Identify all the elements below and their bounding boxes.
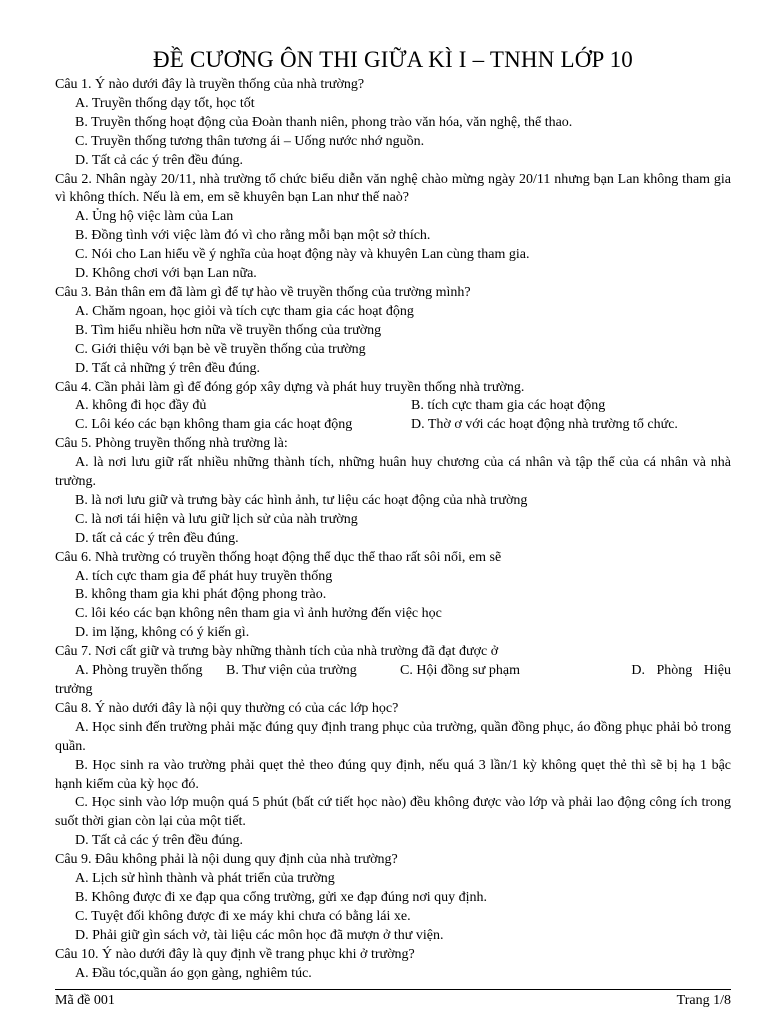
question-text: Câu 1. Ý nào dưới đây là truyền thống của nhà trường?	[55, 77, 365, 92]
question-text: Câu 4. Cần phải làm gì để đóng góp xây dựng và phát huy truyền thống nhà trường.	[55, 379, 525, 395]
question-text: Câu 9. Đâu không phải là nội dung quy định của nhà trường?	[55, 852, 398, 868]
option-a: A. Ủng hộ việc làm của Lan	[75, 209, 234, 225]
option-d: D. Phòng Hiệu	[631, 663, 731, 679]
option-c: C. lôi kéo các bạn không nên tham gia vì ảnh hưởng đến việc học	[75, 606, 442, 622]
option-d: D. tất cả các ý trên đều đúng.	[75, 530, 239, 546]
option-a: A. Lịch sử hình thành và phát triển của trường	[75, 871, 335, 887]
option-b: B. Tìm hiểu nhiều hơn nữa về truyền thống của trường	[75, 322, 382, 338]
option-c: C. Tuyệt đối không được đi xe máy khi chưa có bằng lái xe.	[75, 908, 411, 924]
option-c: C. Truyền thống tương thân tương ái – Uống nước nhớ nguồn.	[75, 133, 425, 149]
question-2	[55, 171, 731, 284]
option-c: C. Hội đồng sư phạm	[400, 663, 520, 679]
option-a: A. Chăm ngoan, học giỏi và tích cực tham gia các hoạt động	[75, 303, 414, 319]
question-6	[55, 549, 731, 644]
option-a: A. Phòng truyền thống	[75, 663, 203, 679]
question-text: Câu 2. Nhân ngày 20/11, nhà trường tổ chức biểu diễn văn nghệ chào mừng ngày 20/11 nhưng bạn Lan không tham gia vì không thích. Nếu là em, em sẽ khuyên bạn Lan như thế naò?	[55, 171, 731, 206]
option-b: B. Học sinh ra vào trường phải quẹt thẻ theo đúng quy định, nếu quá 3 lần/1 kỳ không quẹt thẻ thì sẽ bị hạ 1 bậc hạnh kiểm của kỳ học đó.	[55, 757, 731, 792]
option-b: B. Đồng tình với việc làm đó vì cho rằng mỗi bạn một sở thích.	[75, 228, 431, 244]
document-page	[55, 0, 731, 984]
question-9	[55, 851, 731, 946]
option-d: D. Thờ ơ với các hoạt động nhà trường tổ chức.	[411, 417, 678, 433]
question-text: Câu 8. Ý nào dưới đây là nội quy thường có của các lớp học?	[55, 700, 399, 716]
option-d: D. Tất cả các ý trên đều đúng.	[75, 152, 244, 168]
option-b: B. không tham gia khi phát động phong trào.	[75, 587, 327, 603]
question-text: Câu 5. Phòng truyền thống nhà trường là:	[55, 436, 288, 452]
option-d-continuation: trưởng	[55, 682, 93, 697]
option-c: C. là nơi tái hiện và lưu giữ lịch sử của nàh trường	[75, 511, 358, 527]
question-text: Câu 10. Ý nào dưới đây là quy định về trang phục khi ở trường?	[55, 946, 415, 962]
option-a: A. Truyền thống dạy tốt, học tốt	[75, 95, 255, 111]
question-text: Câu 3. Bản thân em đã làm gì để tự hào về truyền thống của trường mình?	[55, 284, 471, 300]
option-row	[55, 416, 731, 435]
option-a: A. Học sinh đến trường phải mặc đúng quy định trang phục của trường, quần đồng phục, áo đồng phục phải bỏ trong quần.	[55, 719, 731, 754]
option-d: D. Phải giữ gìn sách vở, tài liệu các môn học đã mượn ở thư viện.	[75, 927, 444, 943]
question-10	[55, 946, 731, 984]
option-a: A. không đi học đầy đủ	[75, 398, 207, 414]
option-c: C. Lôi kéo các bạn không tham gia các hoạt động	[75, 417, 353, 433]
question-text: Câu 7. Nơi cất giữ và trưng bày những thành tích của nhà trường đã đạt được ở	[55, 644, 499, 660]
question-7	[55, 643, 731, 700]
option-c: C. Giới thiệu với bạn bè về truyền thống của trường	[75, 341, 366, 357]
option-a: A. Đầu tóc,quần áo gọn gàng, nghiêm túc.	[75, 965, 312, 981]
option-row	[55, 397, 731, 416]
option-b: B. Truyền thống hoạt động của Đoàn thanh niên, phong trào văn hóa, văn nghệ, thể thao.	[75, 114, 573, 130]
option-b: B. Không được đi xe đạp qua cổng trường, gửi xe đạp đúng nơi quy định.	[75, 889, 488, 905]
option-a: A. là nơi lưu giữ rất nhiều những thành tích, những huân huy chương của cá nhân và tập thể của cá nhân và nhà trường.	[55, 455, 731, 490]
page-title: ĐỀ CƯƠNG ÔN THI GIỮA KÌ I – TNHN LỚP 10	[152, 47, 634, 72]
option-d: D. Tất cả các ý trên đều đúng.	[75, 833, 244, 849]
question-list	[55, 76, 731, 984]
exam-code: Mã đề 001	[55, 993, 115, 1008]
option-c: C. Học sinh vào lớp muộn quá 5 phút (bất cứ tiết học nào) đều không được vào lớp và phải lao động công ích trong suốt thời gian còn lại của một tiết.	[55, 795, 731, 830]
question-4	[55, 379, 731, 436]
option-d: D. im lặng, không có ý kiến gì.	[75, 625, 250, 641]
question-1	[55, 76, 731, 171]
option-b: B. Thư viện của trường	[226, 663, 357, 679]
option-c: C. Nói cho Lan hiểu về ý nghĩa của hoạt động này và khuyên Lan cùng tham gia.	[75, 247, 530, 263]
question-text: Câu 6. Nhà trường có truyền thống hoạt động thể dục thể thao rất sôi nổi, em sẽ	[55, 549, 502, 565]
option-d: D. Không chơi với bạn Lan nữa.	[75, 266, 257, 282]
page-number: Trang 1/8	[676, 993, 731, 1008]
question-5	[55, 435, 731, 548]
question-3	[55, 284, 731, 379]
option-row	[55, 662, 731, 681]
option-a: A. tích cực tham gia để phát huy truyền thống	[75, 568, 333, 584]
option-d: D. Tất cả những ý trên đều đúng.	[75, 360, 261, 376]
question-8	[55, 700, 731, 851]
option-b: B. tích cực tham gia các hoạt động	[411, 398, 606, 414]
page-footer	[55, 989, 731, 1009]
option-b: B. là nơi lưu giữ và trưng bày các hình ảnh, tư liệu các hoạt động của nhà trường	[75, 492, 528, 508]
